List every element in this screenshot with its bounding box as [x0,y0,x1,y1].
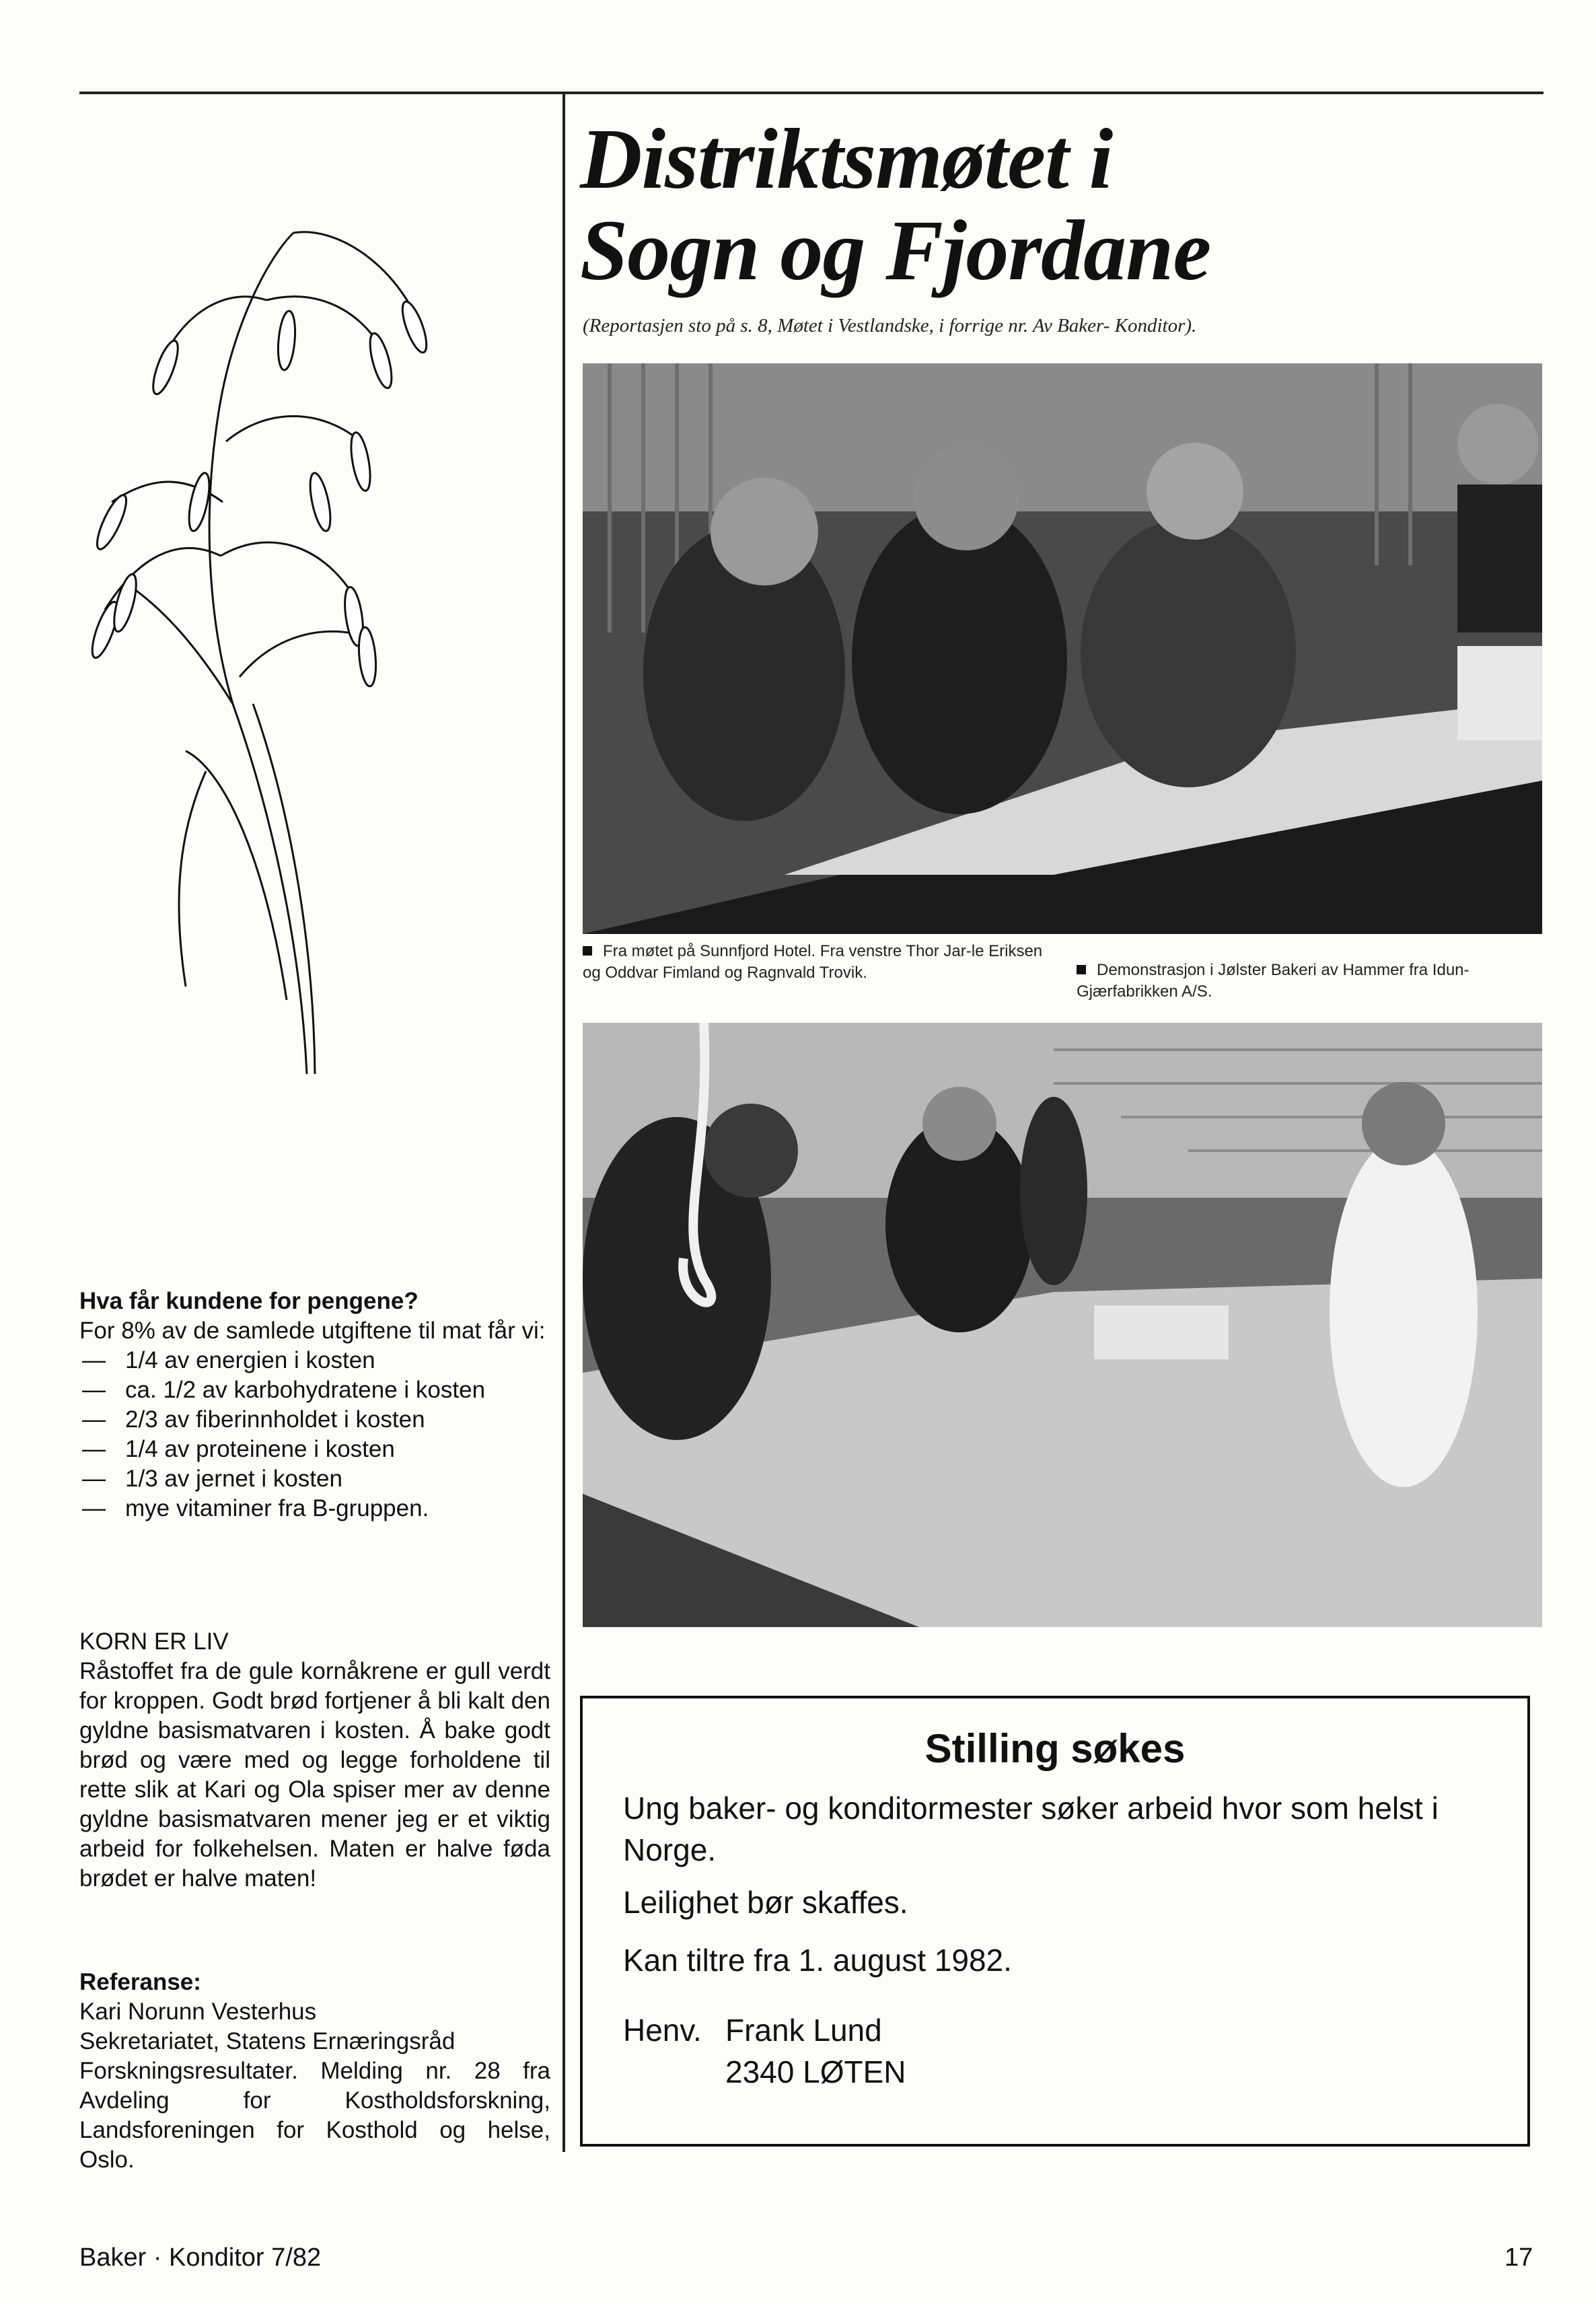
ad-contact-name: Frank Lund [725,2013,882,2048]
photo-caption-1 [583,941,1054,984]
oat-plant-illustration [65,125,563,1074]
section-intro: For 8% av de samlede utgiftene til mat får vi: [79,1318,546,1344]
ad-line: Kan tiltre fra 1. august 1982. [623,1943,1012,1978]
list-item: — ca. 1/2 av karbohydratene i kosten [82,1377,486,1403]
sidebar-nutrition-section [79,1287,550,1523]
section-heading: Referanse: [79,1969,201,1995]
top-rule [79,92,1544,94]
caption-2-text: Demonstrasjon i Jølster Bakeri av Hammer fra Idun-Gjærfabrikken A/S. [1077,961,1470,1001]
publication-footer: Baker · Konditor 7/82 [79,2243,322,2272]
ad-line: Leilighet bør skaffes. [623,1885,908,1920]
reference-line: Forskningsresultater. Melding nr. 28 fra Avdeling for Kostholdsforskning, Landsforeningen for Kosthold og helse, Oslo. [79,2058,550,2173]
list-item: — 2/3 av fiberinnholdet i kosten [82,1406,425,1433]
photo-caption-2 [1077,960,1542,1003]
article-title-line1: Distriktsmøtet i [580,111,1113,207]
caption-bullet [1077,965,1086,974]
caption-bullet [583,946,592,956]
list-item: — 1/3 av jernet i kosten [82,1466,342,1492]
ad-contact-address: 2340 LØTEN [725,2054,906,2089]
sidebar-reference-section [79,1968,550,2175]
ad-line: Ung baker- og konditormester søker arbeid hvor som helst i Norge. [623,1791,1439,1867]
job-wanted-ad [580,1696,1530,2147]
sidebar-korn-section [79,1627,550,1894]
article-title-line2: Sogn og Fjordane [580,203,1211,298]
ad-contact-label: Henv. [623,2013,702,2048]
section-heading: KORN ER LIV [79,1628,229,1655]
ad-contact [623,2009,1498,2051]
column-divider [563,92,565,2152]
caption-1-text: Fra møtet på Sunnfjord Hotel. Fra venstre Thor Jar-le Eriksen og Oddvar Fimland og Ragnvald Trovik. [583,942,1043,982]
ad-title: Stilling søkes [924,1726,1186,1771]
section-body: Råstoffet fra de gule kornåkrene er gull verdt for kroppen. Godt brød fortjener å bli kalt den gyldne basismatvaren i kosten. Å bake godt brød og være med og legge forholdene til rette slik at Kari og Ola spiser mer av denne gyldne basismatvaren mener jeg er et viktig arbeid for folkehelsen. Maten er halve føda brødet er halve maten! [79,1658,550,1892]
article-subtitle: (Reportasjen sto på s. 8, Møtet i Vestlandske, i forrige nr. Av Baker- Konditor). [583,315,1197,336]
section-heading: Hva får kundene for pengene? [79,1288,419,1314]
reference-line: Kari Norunn Vesterhus [79,1999,317,2025]
nutrition-list [79,1346,550,1523]
meeting-photo [583,363,1542,934]
page-number: 17 [1504,2243,1533,2272]
article-title [580,113,1522,296]
bakery-demonstration-photo [583,1023,1542,1627]
reference-line: Sekretariatet, Statens Ernæringsråd [79,2028,456,2054]
list-item: — 1/4 av energien i kosten [82,1347,375,1373]
list-item: — mye vitaminer fra B-gruppen. [82,1495,429,1521]
list-item: — 1/4 av proteinene i kosten [82,1436,395,1462]
